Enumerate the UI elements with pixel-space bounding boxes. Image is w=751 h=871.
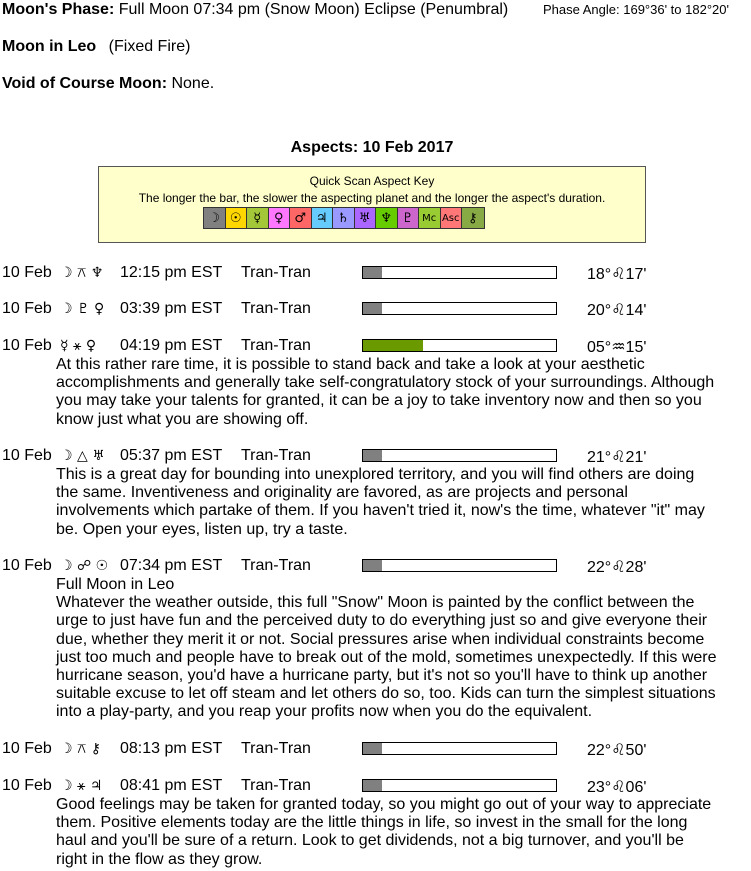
ascendant-icon: Asc <box>441 208 463 228</box>
aspect-interpretation-line: right in the flow as they grow. <box>56 850 263 868</box>
aspect-interpretation-line: Full Moon in Leo <box>56 576 175 593</box>
aspect-interpretation-line: This is a great day for bounding into unexplored territory, and you will find others are doing <box>56 466 695 483</box>
moon-phase-line <box>2 1 508 19</box>
aspect-position: 20°♌14' <box>587 302 647 319</box>
aspect-interpretation-line: hurricane season, you'd have a hurricane party, but it's not so you'll have to think up another <box>56 667 708 684</box>
aspect-type: Tran-Tran <box>241 300 311 317</box>
saturn-icon: ♄ <box>333 208 355 228</box>
moon-icon: ☽ <box>204 208 226 228</box>
aspect-interpretation-line: urge to just have fun and the perceived duty to do everything just so and give everyone their <box>56 612 708 630</box>
aspect-type: Tran-Tran <box>241 740 311 757</box>
aspect-time: 12:15 pm EST <box>120 264 223 281</box>
midheaven-icon: Mc <box>419 208 441 228</box>
aspect-position: 22°♌50' <box>587 742 647 759</box>
chiron-icon: ⚷ <box>462 208 484 228</box>
aspect-interpretation-line: you may take your talents for granted, it can be a joy to take inventory now and then so you <box>56 392 702 410</box>
aspect-duration-fill <box>363 267 382 278</box>
aspect-interpretation-line: Good feelings may be taken for granted today, so you might go out of your way to appreciate <box>56 796 712 813</box>
aspect-interpretation-line: into a play-party, and you reap your profits now when you do the equivalent. <box>56 703 593 721</box>
aspect-interpretation-line: the same. Inventiveness and originality are favored, as are projects and personal <box>56 484 628 502</box>
mercury-icon: ☿ <box>247 208 269 228</box>
aspect-date: 10 Feb <box>2 447 52 464</box>
aspect-duration-fill <box>363 780 382 791</box>
aspect-position: 18°♌17' <box>587 266 647 283</box>
aspect-interpretation-line: involvements which partake of them. If you haven't tried it, now's the time, whatever "it" may <box>56 502 705 520</box>
jupiter-icon: ♃ <box>312 208 334 228</box>
aspect-duration-fill <box>363 560 382 571</box>
aspect-position: 21°♌21' <box>587 449 647 466</box>
moon-sign-value: (Fixed Fire) <box>108 38 191 55</box>
voc-label: Void of Course Moon: <box>2 75 168 92</box>
aspect-interpretation-line: be. Open your eyes, listen up, try a taste. <box>56 520 348 538</box>
venus-icon: ♀ <box>269 208 291 228</box>
voc-value: None. <box>171 75 215 92</box>
aspect-key-box <box>98 166 646 243</box>
moon-phase-label: Moon's Phase: <box>2 1 115 18</box>
aspect-interpretation-line: them. Positive elements today are the little things in life, so invest in the small for the long <box>56 814 688 832</box>
aspect-duration-fill <box>363 450 382 461</box>
aspect-type: Tran-Tran <box>241 447 311 464</box>
aspect-symbols: ☽ ⚻ ⚷ <box>60 741 102 757</box>
aspect-type: Tran-Tran <box>241 337 311 354</box>
aspect-symbols: ☽ ⚹ ♃ <box>60 778 103 794</box>
aspect-interpretation-line: know just what you are showing off. <box>56 410 309 428</box>
aspect-time: 07:34 pm EST <box>120 557 223 574</box>
aspect-duration-bar <box>362 302 557 315</box>
aspect-duration-bar <box>362 449 557 462</box>
aspect-position: 23°♌06' <box>587 779 647 796</box>
mars-icon: ♂ <box>290 208 312 228</box>
aspect-interpretation-line: just too much and people have to break out of the mold, sometimes unexpectedly. If this were <box>56 648 717 666</box>
aspect-duration-bar <box>362 559 557 572</box>
aspect-key-description: The longer the bar, the slower the aspecting planet and the longer the aspect's duration. <box>138 191 606 205</box>
aspects-title: Aspects: 10 Feb 2017 <box>290 139 454 156</box>
aspect-symbols: ☽ ☍ ☉ <box>60 558 109 574</box>
aspect-type: Tran-Tran <box>241 777 311 794</box>
void-of-course-line <box>2 75 214 93</box>
aspect-interpretation-line: At this rather rare time, it is possible to stand back and take a look at your aesthetic <box>56 356 645 373</box>
aspect-duration-fill <box>363 743 382 754</box>
phase-angle: Phase Angle: 169°36' to 182°20' <box>543 2 729 17</box>
aspect-date: 10 Feb <box>2 557 52 574</box>
aspect-symbols: ☽ ♇ ♀ <box>60 301 105 317</box>
sun-icon: ☉ <box>226 208 248 228</box>
planet-glyph-row <box>203 207 485 229</box>
aspect-interpretation-line: suitable excuse to let off steam and let others do so, too. Kids can turn the simplest situations <box>56 685 716 703</box>
aspect-date: 10 Feb <box>2 300 52 317</box>
moon-phase-value: Full Moon 07:34 pm (Snow Moon) Eclipse (Penumbral) <box>118 1 509 18</box>
moon-sign-line <box>2 38 190 56</box>
aspect-duration-bar <box>362 779 557 792</box>
aspect-key-title: Quick Scan Aspect Key <box>309 174 435 188</box>
aspect-time: 08:13 pm EST <box>120 740 223 757</box>
aspect-time: 08:41 pm EST <box>120 777 223 794</box>
neptune-icon: ♆ <box>376 208 398 228</box>
aspect-duration-bar <box>362 266 557 279</box>
aspect-time: 03:39 pm EST <box>120 300 223 317</box>
aspect-date: 10 Feb <box>2 337 52 354</box>
aspect-symbols: ☽ △ ♅ <box>60 448 105 464</box>
aspect-date: 10 Feb <box>2 264 52 281</box>
aspect-symbols: ☿ ⚹ ♀ <box>60 338 97 354</box>
aspect-interpretation-line: haul and you'll be sure of a return. Look to get dividends, not a big turnover, and you'll be <box>56 832 684 850</box>
aspect-duration-bar <box>362 339 557 352</box>
aspect-duration-fill <box>363 303 382 314</box>
aspect-date: 10 Feb <box>2 777 52 794</box>
moon-sign-label: Moon in Leo <box>2 38 97 55</box>
aspect-interpretation-line: accomplishments and generally take self-congratulatory stock of your surroundings. Although <box>56 374 715 392</box>
aspect-symbols: ☽ ⚻ ♆ <box>60 265 104 281</box>
aspect-duration-fill <box>363 340 423 351</box>
aspect-interpretation-line: Whatever the weather outside, this full "Snow" Moon is painted by the conflict between the <box>56 594 695 612</box>
aspect-duration-bar <box>362 742 557 755</box>
pluto-icon: ♇ <box>398 208 420 228</box>
aspect-type: Tran-Tran <box>241 264 311 281</box>
uranus-icon: ♅ <box>355 208 377 228</box>
aspect-date: 10 Feb <box>2 740 52 757</box>
aspect-time: 05:37 pm EST <box>120 447 223 464</box>
aspect-position: 22°♌28' <box>587 559 647 576</box>
aspect-type: Tran-Tran <box>241 557 311 574</box>
aspect-position: 05°♒15' <box>587 339 647 356</box>
aspect-interpretation-line: due, whether they merit it or not. Social pressures arise when individual constraints become <box>56 630 705 648</box>
aspect-time: 04:19 pm EST <box>120 337 223 354</box>
